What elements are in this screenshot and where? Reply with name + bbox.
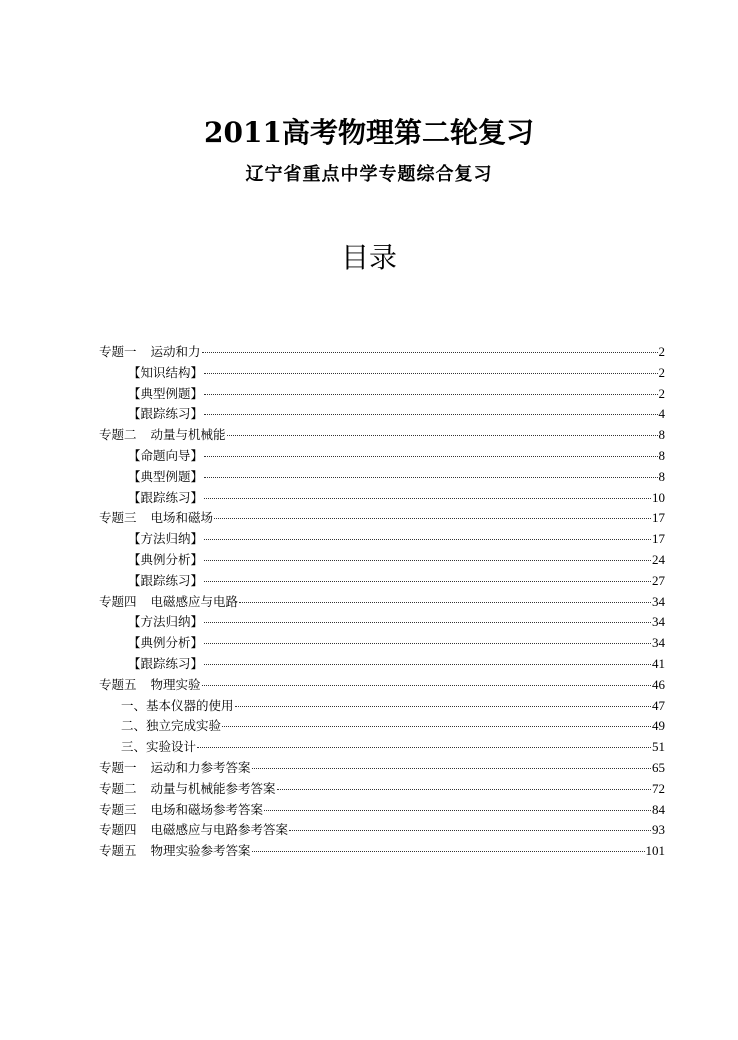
toc-entry[interactable] <box>99 841 665 862</box>
toc-entry[interactable] <box>99 716 665 737</box>
dot-leader <box>204 653 651 665</box>
toc-entry-page-number: 47 <box>652 697 665 713</box>
toc-entry-text: 物理实验参考答案 <box>150 843 251 859</box>
dot-leader <box>204 549 651 561</box>
dot-leader <box>222 715 651 727</box>
dot-leader <box>204 611 651 623</box>
toc-entry-text: 动量与机械能 <box>150 427 226 443</box>
toc-entry-text: 【典例分析】 <box>128 635 204 651</box>
toc-entry-page-number: 34 <box>652 614 665 630</box>
toc-entry-text: 【跟踪练习】 <box>128 655 204 671</box>
toc-entry-text: 【命题向导】 <box>128 447 204 463</box>
toc-entry-page-number: 2 <box>658 385 665 401</box>
toc-entry-prefix: 专题四 <box>99 822 137 838</box>
toc-entry-page-number: 27 <box>652 572 665 588</box>
dot-leader <box>204 466 657 478</box>
toc-entry-label <box>121 737 196 758</box>
dot-leader <box>252 757 651 769</box>
dot-leader <box>204 528 651 540</box>
toc-entry-text: 物理实验 <box>150 676 201 692</box>
dot-leader <box>227 424 658 436</box>
toc-entry-label <box>121 696 234 717</box>
toc-entry-page-number: 8 <box>658 427 665 443</box>
dot-leader <box>277 778 651 790</box>
toc-entry-page-number: 34 <box>652 635 665 651</box>
toc-entry[interactable] <box>99 779 665 800</box>
dot-leader <box>202 674 651 686</box>
toc-entry-label <box>128 488 203 509</box>
toc-entry-page-number: 51 <box>652 739 665 755</box>
toc-entry[interactable] <box>99 529 665 550</box>
toc-entry-label <box>128 467 203 488</box>
toc-entry-prefix: 专题三 <box>99 801 137 817</box>
toc-entry-label <box>128 571 203 592</box>
toc-entry-label <box>99 675 201 696</box>
toc-entry-prefix: 专题一 <box>99 344 137 359</box>
dot-leader <box>204 487 651 499</box>
toc-entry[interactable] <box>99 737 665 758</box>
toc-entry[interactable] <box>99 675 665 696</box>
toc-entry[interactable] <box>99 820 665 841</box>
toc-entry-prefix: 专题五 <box>99 676 137 692</box>
table-of-contents <box>99 342 665 862</box>
toc-entry-page-number: 34 <box>652 593 665 609</box>
dot-leader <box>204 632 651 644</box>
toc-entry-page-number: 46 <box>652 676 665 692</box>
toc-entry[interactable] <box>99 508 665 529</box>
toc-entry-text: 【方法归纳】 <box>128 531 204 547</box>
toc-entry-label <box>128 654 203 675</box>
toc-entry-label <box>99 425 226 446</box>
toc-entry-page-number: 93 <box>652 822 665 838</box>
toc-entry-page-number: 101 <box>645 843 665 859</box>
toc-entry-text: 【典型例题】 <box>128 468 204 484</box>
toc-entry-text: 【跟踪练习】 <box>128 572 204 588</box>
toc-entry-text: 【方法归纳】 <box>128 614 204 630</box>
toc-entry-label <box>128 363 203 384</box>
toc-entry-label <box>99 592 238 613</box>
toc-entry[interactable] <box>99 592 665 613</box>
toc-entry[interactable] <box>99 696 665 717</box>
toc-entry-text: 【跟踪练习】 <box>128 489 204 505</box>
dot-leader <box>252 840 645 852</box>
toc-entry[interactable] <box>99 363 665 384</box>
toc-entry-label <box>128 446 203 467</box>
toc-entry-label <box>99 758 251 779</box>
toc-entry-page-number: 10 <box>652 489 665 505</box>
toc-entry-label <box>128 633 203 654</box>
dot-leader <box>239 591 651 603</box>
toc-entry-prefix: 专题二 <box>99 427 137 443</box>
toc-entry-label <box>128 550 203 571</box>
toc-entry-page-number: 8 <box>658 447 665 463</box>
toc-entry-page-number: 2 <box>658 364 665 380</box>
dot-leader <box>204 445 657 457</box>
toc-entry-page-number: 8 <box>658 468 665 484</box>
toc-entry-label <box>99 508 213 529</box>
toc-entry-page-number: 17 <box>652 531 665 547</box>
toc-entry-label <box>121 716 221 737</box>
toc-entry-text: 三、实验设计 <box>121 739 197 755</box>
toc-entry-label <box>99 800 263 821</box>
toc-entry-label <box>128 529 203 550</box>
toc-entry[interactable] <box>99 758 665 779</box>
toc-entry[interactable] <box>99 571 665 592</box>
toc-entry-label <box>128 404 203 425</box>
toc-entry-text: 【知识结构】 <box>128 364 204 380</box>
toc-entry[interactable] <box>99 425 665 446</box>
toc-entry-text: 【跟踪练习】 <box>128 406 204 422</box>
dot-leader <box>204 362 657 374</box>
toc-entry-prefix: 专题五 <box>99 843 137 859</box>
toc-entry-text: 二、独立完成实验 <box>121 718 222 734</box>
toc-entry[interactable] <box>99 550 665 571</box>
toc-entry-text: 运动和力参考答案 <box>150 759 251 775</box>
toc-entry[interactable] <box>99 633 665 654</box>
document-subtitle: 辽宁省重点中学专题综合复习 <box>245 164 493 185</box>
toc-entry[interactable] <box>99 488 665 509</box>
toc-entry-label <box>128 384 203 405</box>
toc-entry-prefix: 专题四 <box>99 593 137 609</box>
toc-entry-text: 电磁感应与电路 <box>150 593 239 609</box>
toc-entry-text: 电磁感应与电路参考答案 <box>150 822 289 838</box>
toc-entry[interactable] <box>99 800 665 821</box>
dot-leader <box>235 695 651 707</box>
toc-entry-label <box>99 820 288 841</box>
toc-entry-page-number: 65 <box>652 759 665 775</box>
dot-leader <box>289 819 651 831</box>
toc-entry-text: 电场和磁场 <box>150 510 214 526</box>
dot-leader <box>197 736 651 748</box>
toc-entry[interactable] <box>99 654 665 675</box>
toc-entry-prefix: 专题三 <box>99 510 137 526</box>
toc-heading: 目录 <box>340 241 397 274</box>
toc-entry-text: 动量与机械能参考答案 <box>150 780 276 796</box>
toc-entry-page-number: 4 <box>658 406 665 422</box>
toc-entry-page-number: 49 <box>652 718 665 734</box>
document-title: 2011高考物理第二轮复习 <box>204 116 534 149</box>
toc-entry-prefix: 专题二 <box>99 780 137 796</box>
toc-entry-page-number: 41 <box>652 655 665 671</box>
toc-entry-page-number: 84 <box>652 801 665 817</box>
toc-entry-label <box>99 342 201 363</box>
toc-entry-label <box>99 841 251 862</box>
toc-entry-text: 运动和力 <box>150 344 201 359</box>
toc-entry-label <box>99 779 276 800</box>
toc-entry-text: 电场和磁场参考答案 <box>150 801 264 817</box>
dot-leader <box>214 507 651 519</box>
toc-entry-page-number: 72 <box>652 780 665 796</box>
toc-entry-page-number: 17 <box>652 510 665 526</box>
toc-entry[interactable] <box>99 342 665 363</box>
toc-entry[interactable] <box>99 446 665 467</box>
dot-leader <box>264 799 651 811</box>
toc-entry-text: 一、基本仪器的使用 <box>121 697 234 713</box>
toc-entry[interactable] <box>99 467 665 488</box>
dot-leader <box>202 341 658 353</box>
toc-entry-text: 【典型例题】 <box>128 385 204 401</box>
dot-leader <box>204 570 651 582</box>
toc-entry-label <box>128 612 203 633</box>
dot-leader <box>204 383 657 395</box>
toc-entry[interactable] <box>99 404 665 425</box>
toc-entry[interactable] <box>99 384 665 405</box>
toc-entry[interactable] <box>99 612 665 633</box>
dot-leader <box>204 403 657 415</box>
toc-entry-page-number: 2 <box>658 344 665 359</box>
toc-entry-text: 【典例分析】 <box>128 551 204 567</box>
toc-entry-prefix: 专题一 <box>99 759 137 775</box>
toc-entry-page-number: 24 <box>652 551 665 567</box>
